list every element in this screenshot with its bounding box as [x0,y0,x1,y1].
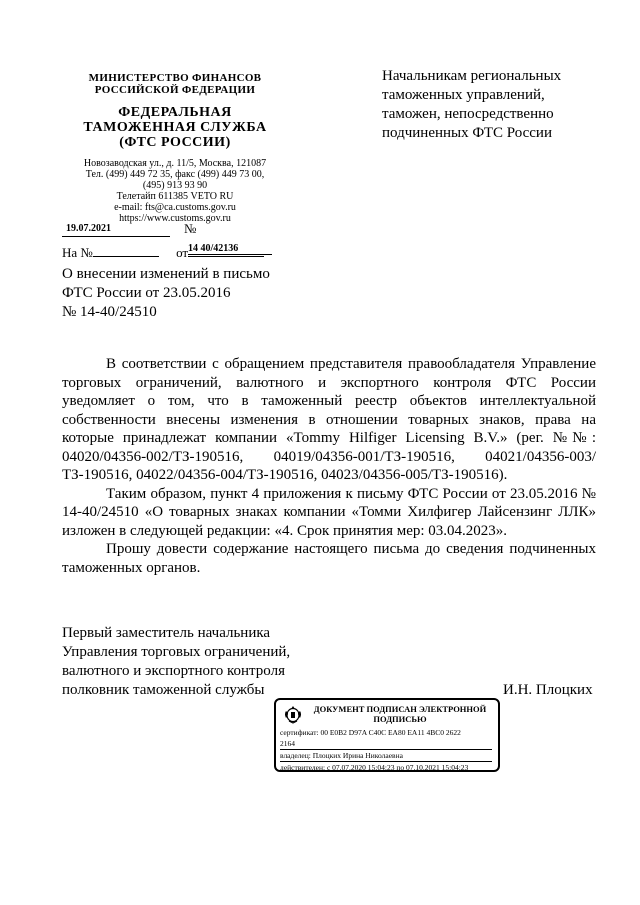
service-line-2: ТАМОЖЕННАЯ СЛУЖБА [83,120,267,135]
document-number [184,220,288,254]
addressee-line-1: Начальникам региональных [382,68,562,84]
address-line-1: Новозаводская ул., д. 11/5, Москва, 121087 [83,158,267,169]
address-line-6: https://www.customs.gov.ru [119,213,231,224]
reply-from-label: от [176,245,189,260]
reply-from-line [188,244,264,257]
signature-line-2: Управления торговых ограничений, [62,644,291,660]
signature-line-3: валютного и экспортного контроля [62,663,285,679]
ministry-line-2: РОССИЙСКОЙ ФЕДЕРАЦИИ [94,84,256,96]
letter-body [62,355,596,577]
electronic-signature-stamp [274,698,500,772]
signature-line-4: полковник таможенной службы [62,682,265,698]
stamp-validity: действителен: с 07.07.2020 15:04:23 по 07.10.2021 15:04:23 [280,763,469,772]
date-value: 19.07.2021 [66,223,111,234]
signature-line-1: Первый заместитель начальника [62,625,271,641]
stamp-title-line-1: ДОКУМЕНТ ПОДПИСАН ЭЛЕКТРОННОЙ [313,704,487,714]
address-line-2: Тел. (499) 449 72 35, факс (499) 449 73 00, [85,169,265,180]
stamp-owner: владелец: Плоцких Ирина Николаевна [280,750,492,762]
number-value: 14 40/42136 [188,243,272,255]
addressee-line-4: подчиненных ФТС России [382,125,552,141]
subject-block [62,265,322,322]
addressee-line-3: таможен, непосредственно [382,106,554,122]
reply-number-label: На № [62,245,93,260]
stamp-title-line-2: ПОДПИСЬЮ [373,714,427,724]
emblem-icon [282,704,304,724]
address-line-4: Телетайп 611385 VETO RU [116,191,234,202]
subject-line-1: О внесении изменений в письмо [62,266,270,282]
service-line-1: ФЕДЕРАЛЬНАЯ [118,105,232,120]
subject-line-3: № 14-40/24510 [62,304,157,320]
reply-reference [62,244,292,260]
body-paragraph-2: Таким образом, пункт 4 приложения к письму ФТС России от 23.05.2016 № 14-40/24510 «О товарных знаках компании «Томми Хилфигер Лайсензинг ЛЛК» изложен в следующей редакции: «4. Срок принятия мер: 03.04.2023». [62,485,596,539]
stamp-certificate-line-1: сертификат: 00 E0B2 D97A C40C EA80 EA11 4BC0 2622 [280,728,461,737]
signature-position [62,624,362,700]
sender-block [55,72,295,224]
stamp-certificate-line-2: 2164 [280,738,492,750]
number-label: № [184,221,197,236]
body-paragraph-1: В соответствии с обращением представителя правообладателя Управление торговых ограничений, валютного и экспортного контроля ФТС России уведомляет о том, что в таможенный реестр объектов интеллектуальной собственности внесены изменения в отношении товарных знаков, права на которые принадлежат компании «Tommy Hilfiger Licensing B.V.» (рег. №№: 04020/04356-002/ТЗ-190516, 04019/04356-001/ТЗ-190516, 04021/04356-003/ТЗ-190516, 04022/04356-004/ТЗ-190516, 04023/04356-005/ТЗ-190516). [62,356,596,483]
address-line-5: e-mail: fts@ca.customs.gov.ru [114,202,236,213]
subject-line-2: ФТС России от 23.05.2016 [62,285,231,301]
addressee-line-2: таможенных управлений, [382,87,545,103]
body-paragraph-3: Прошу довести содержание настоящего письма до сведения подчиненных таможенных органов. [62,541,596,576]
signatory-name: И.Н. Плоцких [503,682,593,698]
reply-number-line [93,244,159,257]
address-line-3: (495) 913 93 90 [142,180,208,191]
addressee-block [382,67,622,143]
ministry-line-1: МИНИСТЕРСТВО ФИНАНСОВ [88,72,262,84]
service-line-3: (ФТС РОССИИ) [119,135,231,150]
document-date [62,223,170,237]
